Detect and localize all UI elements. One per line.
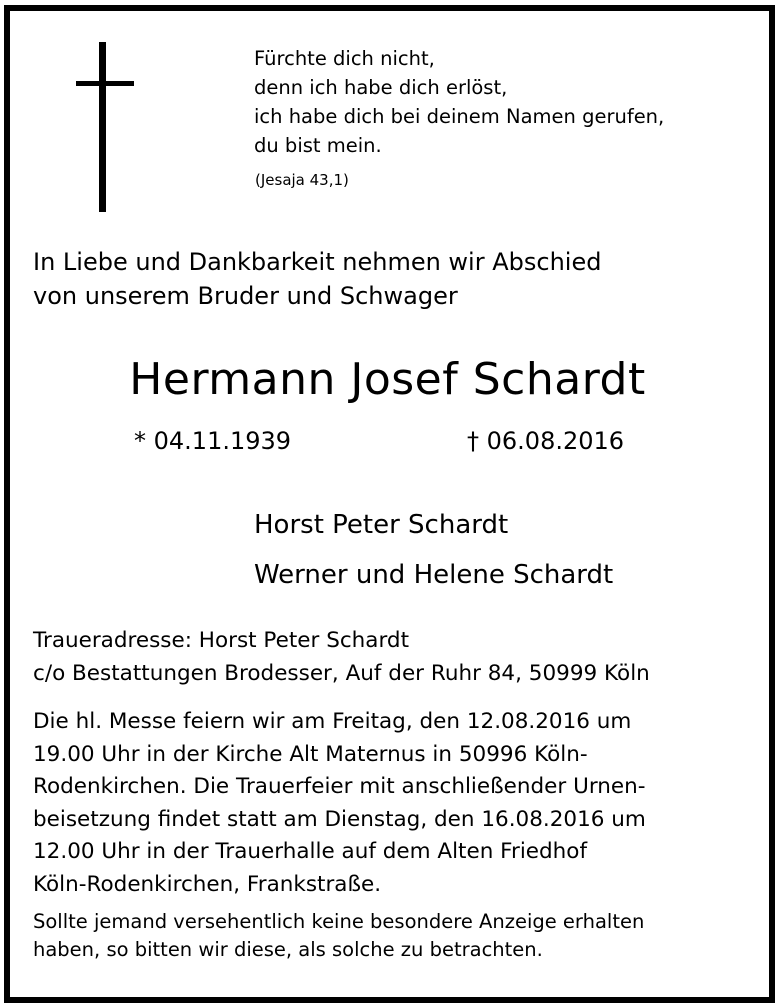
service-details [33, 706, 646, 901]
address-line: Traueradresse: Horst Peter Schardt [33, 628, 409, 653]
verse-line: du bist mein. [254, 134, 382, 157]
address-line: c/o Bestattungen Brodesser, Auf der Ruhr 84, 50999 Köln [33, 661, 650, 686]
verse-line: Fürchte dich nicht, [254, 47, 435, 70]
verse-reference: (Jesaja 43,1) [255, 171, 349, 189]
bible-verse [254, 44, 754, 160]
note-line: Sollte jemand versehentlich keine besondere Anzeige erhalten [33, 910, 645, 933]
farewell-intro [33, 245, 601, 313]
mourner-name: Horst Peter Schardt [254, 510, 509, 540]
mourner-name: Werner und Helene Schardt [254, 560, 614, 590]
cross-horizontal-bar [76, 81, 134, 86]
service-line: 12.00 Uhr in der Trauerhalle auf dem Alten Friedhof [33, 839, 588, 864]
service-line: Rodenkirchen. Die Trauerfeier mit anschließender Urnen- [33, 774, 646, 799]
birth-date: * 04.11.1939 [134, 427, 292, 455]
service-line: 19.00 Uhr in der Kirche Alt Maternus in 50996 Köln- [33, 741, 588, 767]
verse-line: ich habe dich bei deinem Namen gerufen, [254, 105, 665, 128]
service-line: beisetzung findet statt am Dienstag, den 16.08.2016 um [33, 806, 646, 832]
verse-line: denn ich habe dich erlöst, [254, 76, 508, 99]
intro-line: In Liebe und Dankbarkeit nehmen wir Abschied [33, 248, 602, 276]
note-line: haben, so bitten wir diese, als solche zu betrachten. [33, 938, 543, 961]
service-line: Köln-Rodenkirchen, Frankstraße. [33, 871, 382, 897]
cross-vertical-bar [99, 42, 106, 212]
deceased-name: Hermann Josef Schardt [129, 354, 646, 405]
closing-note [33, 908, 644, 964]
mourning-address [33, 624, 650, 690]
service-line: Die hl. Messe feiern wir am Freitag, den 12.08.2016 um [33, 709, 632, 734]
intro-line: von unserem Bruder und Schwager [33, 282, 458, 310]
mourners-list [254, 500, 613, 600]
death-date: † 06.08.2016 [467, 427, 625, 455]
